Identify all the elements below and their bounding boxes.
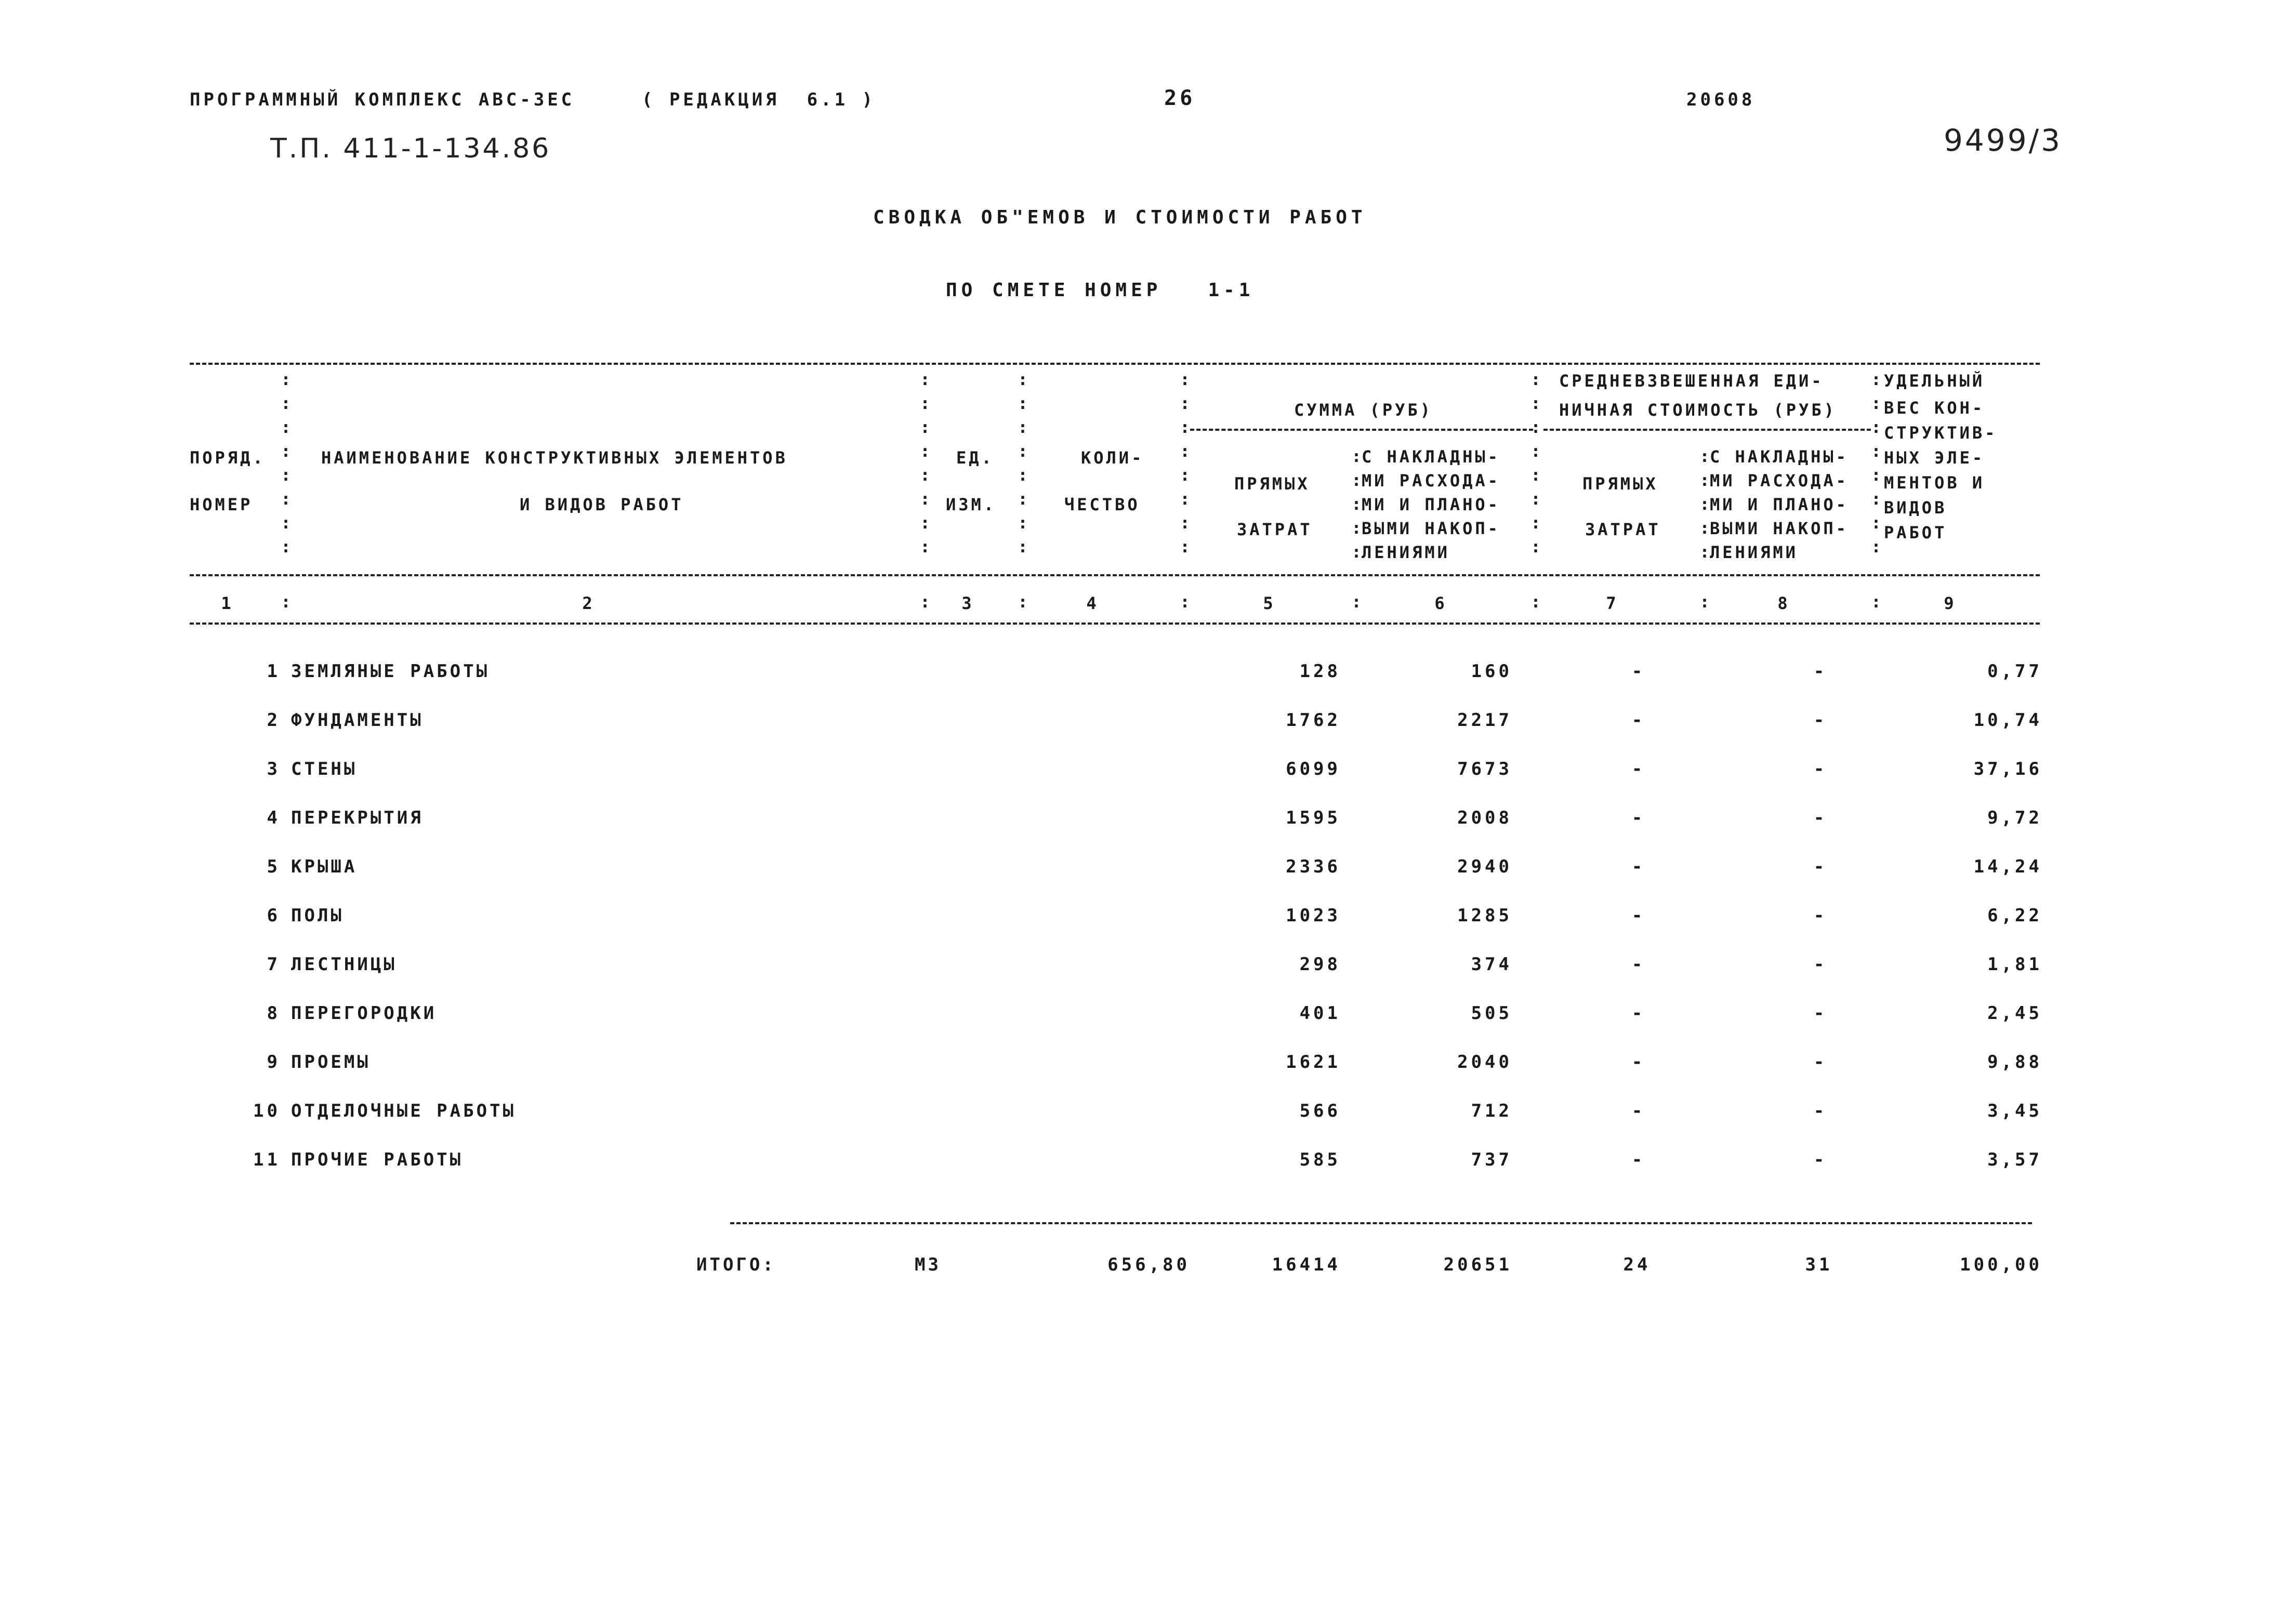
- column-separator: :: [1871, 369, 1881, 389]
- row-avg-direct: -: [1631, 710, 1643, 731]
- column-separator: :: [281, 489, 291, 509]
- avg-group-rule: [1543, 429, 1871, 431]
- row-overhead: 160: [1471, 661, 1512, 682]
- row-direct: 1621: [1286, 1052, 1341, 1073]
- column-number-separator: :: [1018, 592, 1028, 612]
- column-separator: :: [1351, 470, 1362, 490]
- sum-group-rule: [1190, 429, 1533, 431]
- column-separator: :: [1699, 518, 1710, 538]
- column-separator: :: [1530, 465, 1541, 485]
- column-separator: :: [1699, 494, 1710, 514]
- row-name: ЗЕМЛЯНЫЕ РАБОТЫ: [291, 661, 490, 682]
- row-n: 7: [267, 954, 281, 975]
- col-share-line6: ВИДОВ: [1884, 498, 1947, 518]
- row-n: 2: [267, 710, 281, 731]
- report-subtitle: ПО СМЕТЕ НОМЕР 1-1: [946, 280, 1255, 301]
- col-order-line2: НОМЕР: [190, 495, 253, 514]
- row-n: 10: [253, 1101, 281, 1121]
- row-overhead: 1285: [1457, 905, 1512, 926]
- row-share: 3,45: [1987, 1101, 2042, 1121]
- row-share: 0,77: [1987, 661, 2042, 682]
- row-avg-direct: -: [1631, 1003, 1643, 1024]
- column-separator: :: [1351, 518, 1362, 538]
- row-direct: 1023: [1286, 905, 1341, 926]
- col-name-line1: НАИМЕНОВАНИЕ КОНСТРУКТИВНЫХ ЭЛЕМЕНТОВ: [321, 448, 788, 468]
- column-number-separator: :: [1180, 592, 1190, 612]
- column-separator: :: [920, 417, 930, 437]
- col-number-7: 7: [1606, 593, 1616, 613]
- column-separator: :: [1180, 393, 1190, 413]
- row-overhead: 2217: [1457, 710, 1512, 731]
- column-separator: :: [1699, 446, 1710, 466]
- row-name: ПРОЕМЫ: [291, 1052, 371, 1073]
- row-share: 37,16: [1973, 759, 2042, 779]
- column-separator: :: [920, 489, 930, 509]
- total-rule: [730, 1222, 2032, 1224]
- row-avg-direct: -: [1631, 661, 1643, 682]
- col-avg-overhead-line1: С НАКЛАДНЫ-: [1710, 447, 1849, 467]
- total-direct: 16414: [1272, 1254, 1341, 1275]
- column-separator: :: [1351, 446, 1362, 466]
- col-share-line1: УДЕЛЬНЫЙ: [1884, 371, 1985, 391]
- col-direct-line2: ЗАТРАТ: [1237, 520, 1313, 539]
- avg-group-line1: СРЕДНЕВЗВЕШЕННАЯ ЕДИ-: [1559, 371, 1824, 391]
- col-avg-overhead-line2: МИ РАСХОДА-: [1710, 471, 1849, 491]
- column-separator: :: [1530, 441, 1541, 461]
- column-separator: :: [281, 441, 291, 461]
- column-separator: :: [1180, 441, 1190, 461]
- row-direct: 1595: [1286, 807, 1341, 828]
- row-avg-overhead: -: [1813, 661, 1825, 682]
- row-name: ЛЕСТНИЦЫ: [291, 954, 397, 975]
- column-separator: :: [920, 513, 930, 533]
- row-avg-overhead: -: [1813, 807, 1825, 828]
- col-overhead-line2: МИ РАСХОДА-: [1362, 471, 1500, 491]
- col-avg-overhead-line3: МИ И ПЛАНО-: [1710, 495, 1849, 514]
- col-avg-direct-line1: ПРЯМЫХ: [1582, 474, 1658, 494]
- col-overhead-line3: МИ И ПЛАНО-: [1362, 495, 1500, 514]
- column-number-separator: :: [1871, 592, 1881, 612]
- column-separator: :: [1018, 417, 1028, 437]
- row-avg-direct: -: [1631, 1149, 1643, 1170]
- column-separator: :: [920, 537, 930, 557]
- column-separator: :: [1018, 441, 1028, 461]
- row-overhead: 7673: [1457, 759, 1512, 779]
- avg-group-line2: НИЧНАЯ СТОИМОСТЬ (РУБ): [1559, 400, 1837, 420]
- row-name: ФУНДАМЕНТЫ: [291, 710, 424, 731]
- total-avg-direct: 24: [1623, 1254, 1651, 1275]
- row-n: 6: [267, 905, 281, 926]
- col-overhead-line5: ЛЕНИЯМИ: [1362, 542, 1450, 562]
- row-direct: 298: [1299, 954, 1341, 975]
- column-separator: :: [1530, 537, 1541, 557]
- column-separator: :: [920, 369, 930, 389]
- row-share: 10,74: [1973, 710, 2042, 731]
- column-number-separator: :: [1699, 592, 1710, 612]
- col-overhead-line4: ВЫМИ НАКОП-: [1362, 519, 1500, 538]
- column-separator: :: [1871, 489, 1881, 509]
- row-n: 1: [267, 661, 281, 682]
- column-separator: :: [1699, 470, 1710, 490]
- row-overhead: 2008: [1457, 807, 1512, 828]
- column-separator: :: [281, 369, 291, 389]
- row-name: ПРОЧИЕ РАБОТЫ: [291, 1149, 464, 1170]
- report-title: СВОДКА ОБ"ЕМОВ И СТОИМОСТИ РАБОТ: [873, 207, 1367, 228]
- column-separator: :: [1018, 537, 1028, 557]
- row-direct: 566: [1299, 1101, 1341, 1121]
- col-avg-direct-line2: ЗАТРАТ: [1585, 520, 1661, 539]
- page-number: 26: [1164, 86, 1196, 110]
- column-separator: :: [1180, 489, 1190, 509]
- sheet-reference: 9499/3: [1944, 123, 2063, 158]
- header-bottom-rule: [190, 574, 2040, 576]
- row-avg-direct: -: [1631, 759, 1643, 779]
- total-label: ИТОГО:: [696, 1254, 776, 1275]
- row-avg-overhead: -: [1813, 1149, 1825, 1170]
- column-separator: :: [1530, 489, 1541, 509]
- row-share: 9,88: [1987, 1052, 2042, 1073]
- column-number-separator: :: [281, 592, 291, 612]
- row-share: 3,57: [1987, 1149, 2042, 1170]
- edition-label: ( РЕДАКЦИЯ 6.1 ): [642, 89, 876, 110]
- table-top-rule: [190, 363, 2040, 365]
- column-separator: :: [1018, 489, 1028, 509]
- row-share: 1,81: [1987, 954, 2042, 975]
- col-name-line2: И ВИДОВ РАБОТ: [520, 495, 684, 514]
- row-name: ПЕРЕКРЫТИЯ: [291, 807, 424, 828]
- row-n: 3: [267, 759, 281, 779]
- col-direct-line1: ПРЯМЫХ: [1234, 474, 1310, 494]
- col-overhead-line1: С НАКЛАДНЫ-: [1362, 447, 1500, 467]
- row-avg-overhead: -: [1813, 856, 1825, 877]
- col-unit-line2: ИЗМ.: [946, 495, 997, 514]
- row-avg-overhead: -: [1813, 905, 1825, 926]
- row-avg-direct: -: [1631, 1101, 1643, 1121]
- column-separator: :: [1180, 369, 1190, 389]
- row-avg-direct: -: [1631, 1052, 1643, 1073]
- col-number-6: 6: [1434, 593, 1445, 613]
- sum-group-header: СУММА (РУБ): [1294, 400, 1433, 420]
- row-overhead: 2040: [1457, 1052, 1512, 1073]
- row-direct: 1762: [1286, 710, 1341, 731]
- row-direct: 128: [1299, 661, 1341, 682]
- row-name: ОТДЕЛОЧНЫЕ РАБОТЫ: [291, 1101, 516, 1121]
- column-number-separator: :: [1351, 592, 1362, 612]
- column-numbers-rule: [190, 623, 2040, 625]
- col-number-9: 9: [1944, 593, 1954, 613]
- col-share-line3: СТРУКТИВ-: [1884, 423, 1998, 443]
- column-separator: :: [1018, 513, 1028, 533]
- row-overhead: 712: [1471, 1101, 1512, 1121]
- column-separator: :: [281, 513, 291, 533]
- total-unit: М3: [915, 1254, 941, 1275]
- col-share-line5: МЕНТОВ И: [1884, 473, 1985, 493]
- column-separator: :: [1018, 393, 1028, 413]
- col-number-8: 8: [1777, 593, 1788, 613]
- column-separator: :: [1180, 417, 1190, 437]
- column-separator: :: [281, 465, 291, 485]
- col-number-3: 3: [961, 593, 972, 613]
- col-share-line7: РАБОТ: [1884, 523, 1947, 542]
- row-avg-overhead: -: [1813, 1003, 1825, 1024]
- row-name: СТЕНЫ: [291, 759, 358, 779]
- column-separator: :: [281, 417, 291, 437]
- col-unit-line1: ЕД.: [956, 448, 994, 468]
- column-separator: :: [281, 393, 291, 413]
- row-avg-overhead: -: [1813, 954, 1825, 975]
- column-separator: :: [1699, 542, 1710, 562]
- row-direct: 585: [1299, 1149, 1341, 1170]
- column-separator: :: [1351, 494, 1362, 514]
- col-number-5: 5: [1263, 593, 1273, 613]
- column-separator: :: [1018, 465, 1028, 485]
- tp-number: Т.П. 411-1-134.86: [270, 133, 551, 164]
- row-avg-overhead: -: [1813, 1101, 1825, 1121]
- row-overhead: 505: [1471, 1003, 1512, 1024]
- row-n: 4: [267, 807, 281, 828]
- col-number-4: 4: [1086, 593, 1097, 613]
- row-share: 9,72: [1987, 807, 2042, 828]
- column-separator: :: [1180, 537, 1190, 557]
- row-share: 6,22: [1987, 905, 2042, 926]
- row-overhead: 737: [1471, 1149, 1512, 1170]
- column-separator: :: [1530, 513, 1541, 533]
- col-number-1: 1: [221, 593, 231, 613]
- col-number-2: 2: [582, 593, 592, 613]
- row-direct: 2336: [1286, 856, 1341, 877]
- col-avg-overhead-line4: ВЫМИ НАКОП-: [1710, 519, 1849, 538]
- row-avg-overhead: -: [1813, 1052, 1825, 1073]
- total-overhead: 20651: [1443, 1254, 1512, 1275]
- row-n: 9: [267, 1052, 281, 1073]
- row-name: ПОЛЫ: [291, 905, 344, 926]
- column-separator: :: [1871, 537, 1881, 557]
- document-code: 20608: [1686, 89, 1756, 110]
- row-name: ПЕРЕГОРОДКИ: [291, 1003, 437, 1024]
- col-order-line1: ПОРЯД.: [190, 448, 266, 468]
- row-avg-direct: -: [1631, 954, 1643, 975]
- total-quantity: 656,80: [1107, 1254, 1190, 1275]
- column-separator: :: [920, 465, 930, 485]
- column-separator: :: [920, 441, 930, 461]
- column-separator: :: [1871, 393, 1881, 413]
- column-number-separator: :: [1530, 592, 1541, 612]
- row-avg-direct: -: [1631, 807, 1643, 828]
- column-separator: :: [1871, 465, 1881, 485]
- column-separator: :: [1871, 417, 1881, 437]
- col-qty-line1: КОЛИ-: [1081, 448, 1144, 468]
- row-name: КРЫША: [291, 856, 358, 877]
- column-separator: :: [1351, 542, 1362, 562]
- column-number-separator: :: [920, 592, 930, 612]
- program-name: ПРОГРАММНЫЙ КОМПЛЕКС АВС-3ЕС: [190, 89, 575, 110]
- column-separator: :: [1871, 513, 1881, 533]
- row-avg-overhead: -: [1813, 710, 1825, 731]
- column-separator: :: [1530, 417, 1541, 437]
- row-overhead: 374: [1471, 954, 1512, 975]
- row-avg-direct: -: [1631, 905, 1643, 926]
- total-share: 100,00: [1960, 1254, 2042, 1275]
- row-direct: 401: [1299, 1003, 1341, 1024]
- row-n: 11: [253, 1149, 281, 1170]
- column-separator: :: [1180, 465, 1190, 485]
- row-share: 14,24: [1973, 856, 2042, 877]
- col-share-line4: НЫХ ЭЛЕ-: [1884, 448, 1985, 468]
- row-n: 8: [267, 1003, 281, 1024]
- row-avg-overhead: -: [1813, 759, 1825, 779]
- row-direct: 6099: [1286, 759, 1341, 779]
- column-separator: :: [1871, 441, 1881, 461]
- total-avg-overhead: 31: [1805, 1254, 1833, 1275]
- column-separator: :: [1180, 513, 1190, 533]
- col-avg-overhead-line5: ЛЕНИЯМИ: [1710, 542, 1798, 562]
- column-separator: :: [1018, 369, 1028, 389]
- column-separator: :: [920, 393, 930, 413]
- row-share: 2,45: [1987, 1003, 2042, 1024]
- col-qty-line2: ЧЕСТВО: [1064, 495, 1140, 514]
- row-overhead: 2940: [1457, 856, 1512, 877]
- row-n: 5: [267, 856, 281, 877]
- column-separator: :: [281, 537, 291, 557]
- row-avg-direct: -: [1631, 856, 1643, 877]
- column-separator: :: [1530, 393, 1541, 413]
- col-share-line2: ВЕС КОН-: [1884, 398, 1985, 418]
- column-separator: :: [1530, 369, 1541, 389]
